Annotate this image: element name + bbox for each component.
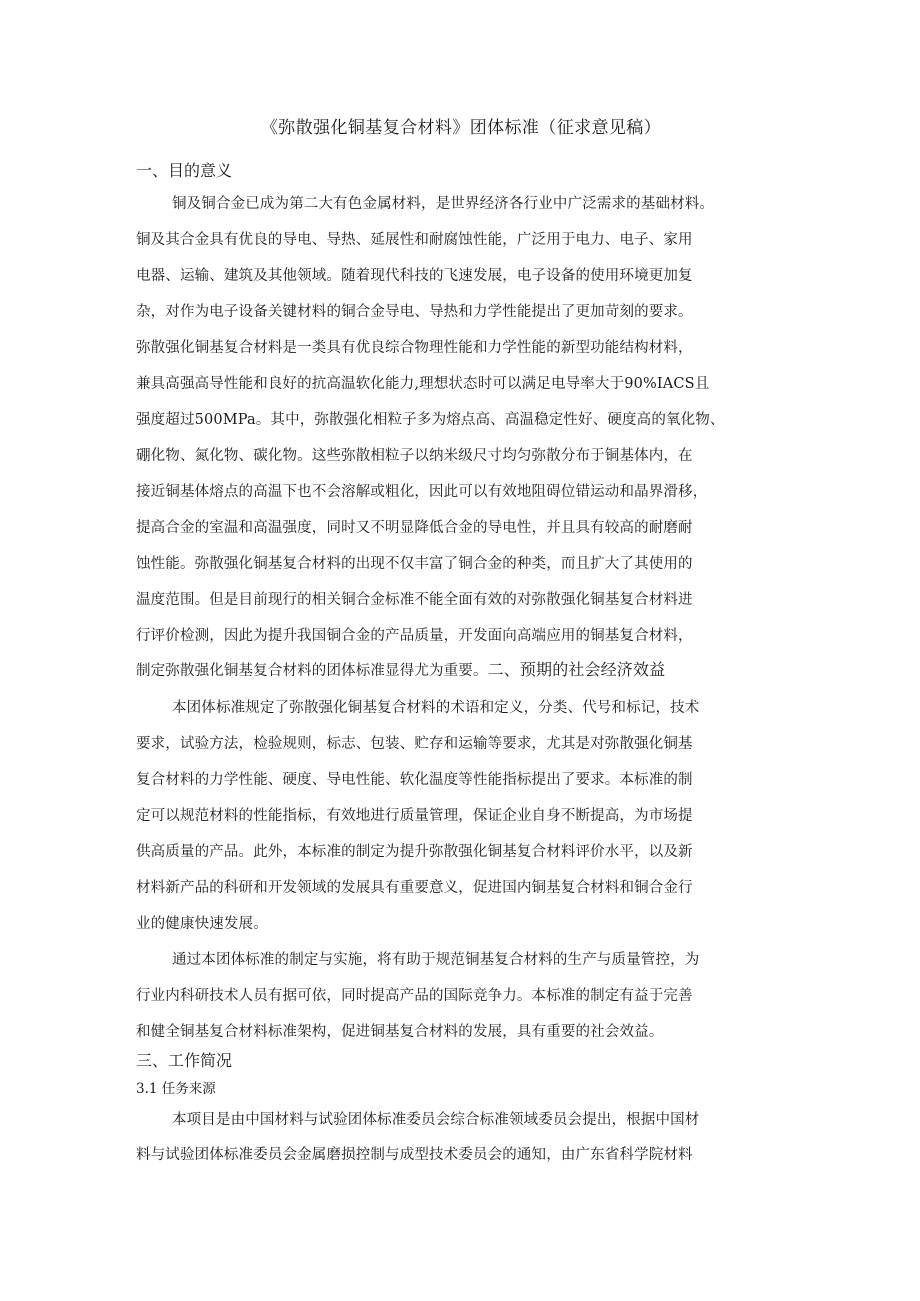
section-2-line: 业的健康快速发展。: [136, 916, 268, 932]
section-3-line: 本项目是由中国材料与试验团体标准委员会综合标准领域委员会提出，根据中国材: [172, 1112, 700, 1128]
document-title: 《弥散强化铜基复合材料》团体标准（征求意见稿）: [260, 118, 662, 138]
section-1-line: 铜及其合金具有优良的导电、导热、延展性和耐腐蚀性能，广泛用于电力、电子、家用: [136, 232, 693, 248]
section-1-line: 弥散强化铜基复合材料是一类具有优良综合物理性能和力学性能的新型功能结构材料，: [136, 340, 693, 356]
section-2-line: 要求，试验方法，检验规则，标志、包装、贮存和运输等要求，尤其是对弥散强化铜基: [136, 736, 693, 752]
section-3-1-subheading: 3.1 任务来源: [136, 1081, 216, 1097]
section-1-last-line: [136, 659, 665, 682]
section-3-heading: 三、工作简况: [136, 1051, 233, 1070]
section-1-line: 杂，对作为电子设备关键材料的铜合金导电、导热和力学性能提出了更加苛刻的要求。: [136, 304, 693, 320]
section-3-line: 料与试验团体标准委员会金属磨损控制与成型技术委员会的通知，由广东省科学院材料: [136, 1147, 693, 1163]
section-2-line: 通过本团体标准的制定与实施，将有助于规范铜基复合材料的生产与质量管控，为: [172, 952, 700, 968]
section-1-line: 蚀性能。弥散强化铜基复合材料的出现不仅丰富了铜合金的种类，而且扩大了其使用的: [136, 556, 693, 572]
section-2-heading: 二、预期的社会经济效益: [487, 660, 666, 679]
section-1-line: 电器、运输、建筑及其他领域。随着现代科技的飞速发展，电子设备的使用环境更加复: [136, 268, 693, 284]
section-2-line: 行业内科研技术人员有据可依，同时提高产品的国际竞争力。本标准的制定有益于完善: [136, 988, 693, 1004]
section-1-line: 行评价检测，因此为提升我国铜合金的产品质量，开发面向高端应用的铜基复合材料，: [136, 628, 693, 644]
section-2-line: 本团体标准规定了弥散强化铜基复合材料的术语和定义，分类、代号和标记，技术: [172, 700, 700, 716]
section-1-line: 温度范围。但是目前现行的相关铜合金标准不能全面有效的对弥散强化铜基复合材料进: [136, 592, 693, 608]
section-1-line: 强度超过500MPa。其中，弥散强化相粒子多为熔点高、高温稳定性好、硬度高的氧化物、: [136, 412, 725, 428]
section-1-line: 硼化物、氮化物、碳化物。这些弥散相粒子以纳米级尺寸均匀弥散分布于铜基体内，在: [136, 448, 693, 464]
section-1-heading: 一、目的意义: [136, 161, 233, 180]
section-2-line: 供高质量的产品。此外，本标准的制定为提升弥散强化铜基复合材料评价水平，以及新: [136, 844, 693, 860]
section-1-line: 接近铜基体熔点的高温下也不会溶解或粗化，因此可以有效地阻碍位错运动和晶界滑移，: [136, 484, 708, 500]
section-2-line: 和健全铜基复合材料标准架构，促进铜基复合材料的发展，具有重要的社会效益。: [136, 1024, 664, 1040]
section-2-line: 材料新产品的科研和开发领域的发展具有重要意义，促进国内铜基复合材料和铜合金行: [136, 880, 693, 896]
section-1-line: 铜及铜合金已成为第二大有色金属材料，是世界经济各行业中广泛需求的基础材料。: [172, 196, 715, 212]
section-1-line: 兼具高强高导性能和良好的抗高温软化能力,理想状态时可以满足电导率大于90%IACS且: [136, 376, 710, 392]
section-1-line: 提高合金的室温和高温强度，同时又不明显降低合金的导电性，并且具有较高的耐磨耐: [136, 520, 693, 536]
section-1-closing-text: 制定弥散强化铜基复合材料的团体标准显得尤为重要。: [136, 663, 488, 679]
section-2-line: 复合材料的力学性能、硬度、导电性能、软化温度等性能指标提出了要求。本标准的制: [136, 772, 693, 788]
section-2-line: 定可以规范材料的性能指标，有效地进行质量管理，保证企业自身不断提高，为市场提: [136, 808, 693, 824]
